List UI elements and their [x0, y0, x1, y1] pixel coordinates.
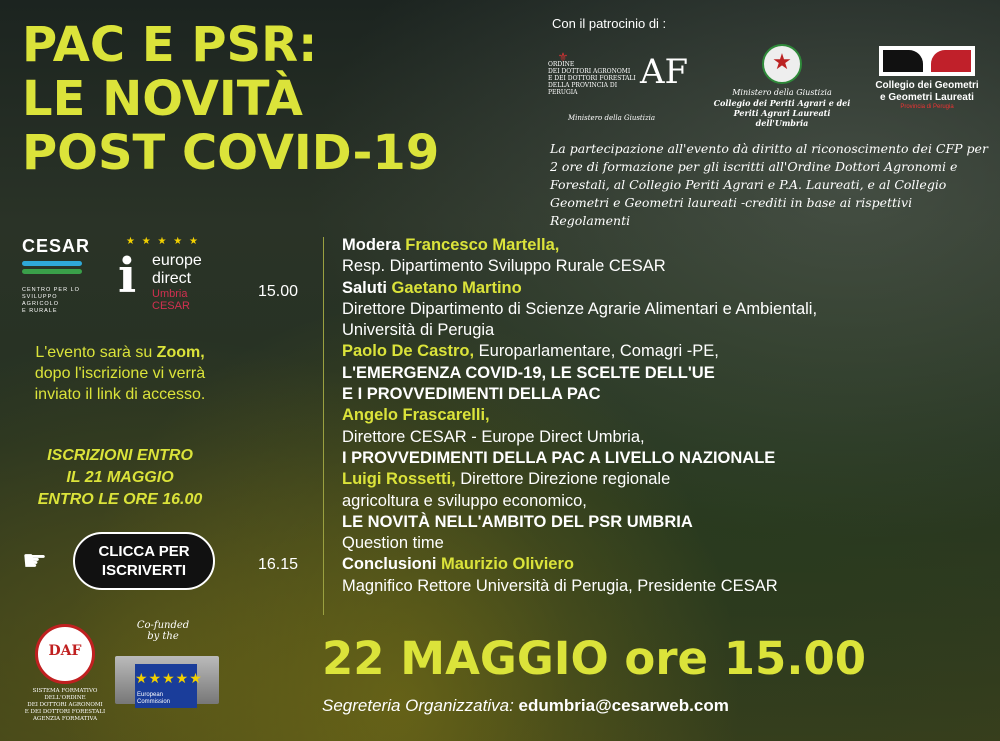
register-button-line-2: ISCRIVERTI	[101, 562, 187, 579]
title-line-1: PAC E PSR:	[22, 17, 318, 73]
europe-direct-line-3: Umbria CESAR	[152, 288, 190, 312]
eu-flag-stars: ★★★★★	[135, 670, 203, 686]
greetings-role: Saluti	[342, 278, 387, 297]
speaker1-talk-2: E I PROVVEDIMENTI DELLA PAC	[342, 385, 601, 404]
eu-commission-caption: European Commission	[137, 692, 197, 706]
time-question: 16.15	[258, 556, 299, 573]
title-line-3: POST COVID-19	[22, 125, 440, 181]
question-time: Question time	[342, 534, 444, 553]
daf-line-3: E DEI DOTTORI FORESTALI	[24, 709, 106, 715]
geometri-line-3: Provincia di Perugia	[900, 104, 954, 110]
speaker1-desc: Europarlamentare, Comagri -PE,	[474, 342, 719, 361]
cesar-sub-4: E RURALE	[22, 308, 58, 314]
cesar-sub-3: AGRICOLO	[22, 301, 60, 307]
zoom-platform: Zoom,	[156, 344, 205, 361]
program-row	[342, 341, 982, 362]
daf-line-1: SISTEMA FORMATIVO DELL'ORDINE	[32, 688, 98, 701]
agronomi-line-1: ORDINE	[548, 61, 575, 68]
geometri-mark-icon	[879, 46, 975, 76]
program-row	[342, 278, 982, 299]
zoom-info-text	[20, 342, 220, 405]
geometri-line-2: e Geometri Laureati	[880, 92, 974, 103]
moderator-name: Francesco Martella,	[405, 236, 560, 254]
greetings-desc-1: Direttore Dipartimento di Scienze Agrarie Alimentari e Ambientali,	[342, 299, 818, 318]
moderator-role: Modera	[342, 236, 401, 254]
secretariat	[322, 696, 729, 716]
program-row	[342, 235, 982, 256]
deadline-line-1: ISCRIZIONI ENTRO	[47, 447, 193, 464]
speaker1-name: Paolo De Castro,	[342, 342, 475, 361]
register-button[interactable]	[73, 532, 215, 590]
secretariat-label: Segreteria Organizzativa:	[322, 696, 519, 715]
periti-line-3: Periti Agrari Laureati dell'Umbria	[733, 108, 831, 128]
agronomi-order-logo	[548, 44, 688, 124]
cesar-name: CESAR	[22, 236, 91, 256]
europe-direct-logo	[118, 236, 228, 316]
greetings-desc-2: Università di Perugia	[342, 321, 495, 340]
eu-stars-icon: ★ ★ ★ ★ ★	[126, 236, 200, 247]
daf-mark: DAF	[48, 643, 82, 659]
agronomi-line-2: DEI DOTTORI AGRONOMI	[548, 68, 631, 75]
speaker3-desc-2: agricoltura e sviluppo economico,	[342, 491, 587, 510]
eu-cofunded-logo	[113, 620, 223, 720]
eu-cofunded-text: Co-funded by the	[136, 620, 190, 642]
program-row	[342, 554, 982, 575]
time-start: 15.00	[258, 283, 299, 300]
secretariat-email-link[interactable]: edumbria@cesarweb.com	[518, 696, 729, 715]
speaker2-desc: Direttore CESAR - Europe Direct Umbria,	[342, 427, 645, 446]
conclusions-role: Conclusioni	[342, 555, 437, 574]
zoom-post: dopo l'iscrizione vi verrà inviato il link di accesso.	[34, 365, 206, 403]
main-title	[22, 18, 439, 180]
program-divider	[323, 237, 324, 615]
daf-line-4: AGENZIA FORMATIVA	[32, 716, 98, 722]
periti-college-logo	[712, 44, 852, 128]
agronomi-line-3: E DEI DOTTORI FORESTALI	[548, 75, 636, 82]
cesar-logo	[22, 236, 92, 315]
conclusions-name: Maurizio Oliviero	[441, 555, 574, 574]
cesar-sub-1: CENTRO PER LO	[22, 287, 80, 293]
speaker1-talk-1: L'EMERGENZA COVID-19, LE SCELTE DELL'UE	[342, 363, 715, 382]
speaker2-name: Angelo Frascarelli,	[342, 406, 490, 425]
speaker3-talk: LE NOVITÀ NELL'AMBITO DEL PSR UMBRIA	[342, 512, 693, 531]
title-line-2: LE NOVITÀ	[22, 71, 303, 127]
europe-direct-line-1: europe	[152, 252, 202, 269]
geometri-college-logo	[872, 46, 982, 126]
cfp-credits-text: La partecipazione all'evento dà diritto al riconoscimento dei CFP per 2 ore di formazione per gli iscritti all'Ordine Dottori Agronomi e Forestali, al Collegio Periti Agrari e P.A. Laureati, e al Collegio Geometri e Geometri laureati -crediti in base ai rispettivi Regolamenti	[550, 141, 988, 228]
daf-logo	[20, 624, 110, 724]
greetings-name: Gaetano Martino	[391, 278, 522, 297]
speaker3-desc-1: Direttore Direzione regionale	[455, 470, 671, 489]
daf-line-2: DEI DOTTORI AGRONOMI	[27, 702, 103, 708]
pointing-hand-icon: ☛	[22, 545, 48, 576]
periti-line-1: Ministero della Giustizia	[732, 88, 832, 97]
program-row	[342, 469, 982, 490]
registration-deadline	[20, 445, 220, 511]
europe-direct-line-2: direct	[152, 270, 192, 287]
waves-icon	[22, 261, 92, 283]
periti-line-2: Collegio dei Periti Agrari e dei	[713, 98, 851, 108]
speaker2-talk: I PROVVEDIMENTI DELLA PAC A LIVELLO NAZIONALE	[342, 448, 776, 467]
info-i-icon: i	[118, 248, 137, 304]
patronage-label: Con il patrocinio di :	[552, 16, 667, 31]
program-list	[342, 235, 982, 597]
daf-seal-icon	[35, 624, 95, 684]
zoom-pre: L'evento sarà su	[35, 344, 157, 361]
geometri-line-1: Collegio dei Geometri	[875, 80, 979, 91]
italian-emblem-icon: ★	[762, 44, 802, 84]
conclusions-desc: Magnifico Rettore Università di Perugia, Presidente CESAR	[342, 576, 778, 595]
deadline-line-2: IL 21 MAGGIO	[66, 469, 174, 486]
agronomi-ministry: Ministero della Giustizia	[568, 114, 656, 122]
speaker3-name: Luigi Rossetti,	[342, 470, 456, 489]
register-button-line-1: CLICCA PER	[98, 543, 190, 560]
agronomi-line-4: DELLA PROVINCIA DI PERUGIA	[548, 82, 618, 96]
deadline-line-3: ENTRO LE ORE 16.00	[37, 491, 203, 508]
crest-icon: ⚜	[557, 50, 569, 64]
cesar-sub-2: SVILUPPO	[22, 294, 58, 300]
af-monogram: AF	[640, 52, 689, 92]
event-date: 22 MAGGIO ore 15.00	[322, 632, 867, 685]
moderator-desc: Resp. Dipartimento Sviluppo Rurale CESAR	[342, 257, 666, 276]
